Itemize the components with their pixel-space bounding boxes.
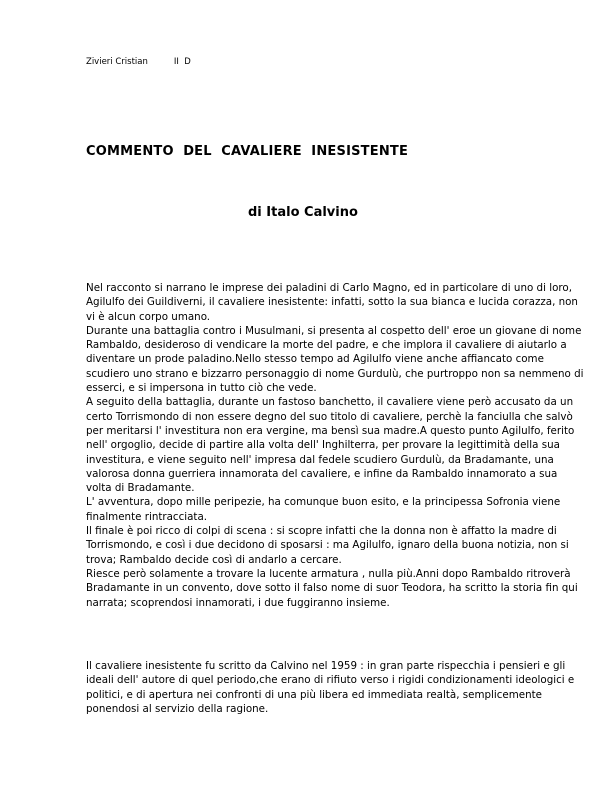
paragraph-commentary: Il cavaliere inesistente fu scritto da Calvino nel 1959 : in gran parte rispecchia i pensieri e gli ideali dell' autore di quel periodo,che erano di rifiuto verso i rigidi condizionamenti ideologici e politici, e di apertura nei confronti di una più libera ed immediata realtà, semplicemente ponendosi al servizio della ragione.: [86, 660, 575, 715]
page-header: [86, 57, 191, 67]
paragraph-intro: Nel racconto si narrano le imprese dei paladini di Carlo Magno, ed in particolare di uno di loro, Agilulfo dei Guildiverni, il cavaliere inesistente: infatti, sotto la sua bianca e lucida corazza, non vi è alcun corpo umano.: [86, 282, 578, 323]
paragraph-banquet: A seguito della battaglia, durante un fastoso banchetto, il cavaliere viene però accusato da un certo Torrismondo di non essere degno del suo titolo di cavaliere, perchè la fanciulla che salvò per meritarsi l' investitura non era vergine, ma bensì sua madre.A questo punto Agilulfo, ferito nell' orgoglio, decide di partire alla volta dell' Inghilterra, per provare la legittimità della sua investitura, e viene seguito nell' impresa dal fedele scudiero Gurdulù, da Bradamante, una valorosa donna guerriera innamorata del cavaliere, e infine da Rambaldo innamorato a sua volta di Bradamante.: [86, 396, 575, 495]
author-name: Zivieri Cristian: [86, 57, 148, 67]
summary-section: [86, 281, 586, 610]
paragraph-battle: Durante una battaglia contro i Musulmani, si presenta al cospetto dell' eroe un giovane di nome Rambaldo, desideroso di vendicare la morte del padre, e che implora il cavaliere di aiutarlo a diventare un prode paladino.Nello stesso tempo ad Agilulfo viene anche affiancato come scudiero uno strano e bizzarro personaggio di nome Gurdulù, che purtroppo non sa nemmeno di esserci, e si impersona in tutto ciò che vede.: [86, 324, 584, 395]
paragraph-ending: Riesce però solamente a trovare la lucente armatura , nulla più.Anni dopo Rambaldo ritroverà Bradamante in un convento, dove sotto il falso nome di suor Teodora, ha scritto la storia fin qui narrata; scoprendosi innamorati, i due fuggiranno insieme.: [86, 567, 578, 609]
commentary-section: [86, 659, 586, 716]
document-subtitle: di Italo Calvino: [248, 205, 358, 220]
document-title: COMMENTO DEL CAVALIERE INESISTENTE: [86, 144, 409, 159]
class-label: II D: [173, 57, 191, 67]
paragraph-finale: Il finale è poi ricco di colpi di scena : si scopre infatti che la donna non è affatto la madre di Torrismondo, e così i due decidono di sposarsi : ma Agilulfo, ignaro della buona notizia, non si trova; Rambaldo decide così di andarlo a cercare.: [86, 525, 569, 566]
paragraph-adventure: L' avventura, dopo mille peripezie, ha comunque buon esito, e la principessa Sofronia viene finalmente rintracciata.: [86, 496, 561, 523]
